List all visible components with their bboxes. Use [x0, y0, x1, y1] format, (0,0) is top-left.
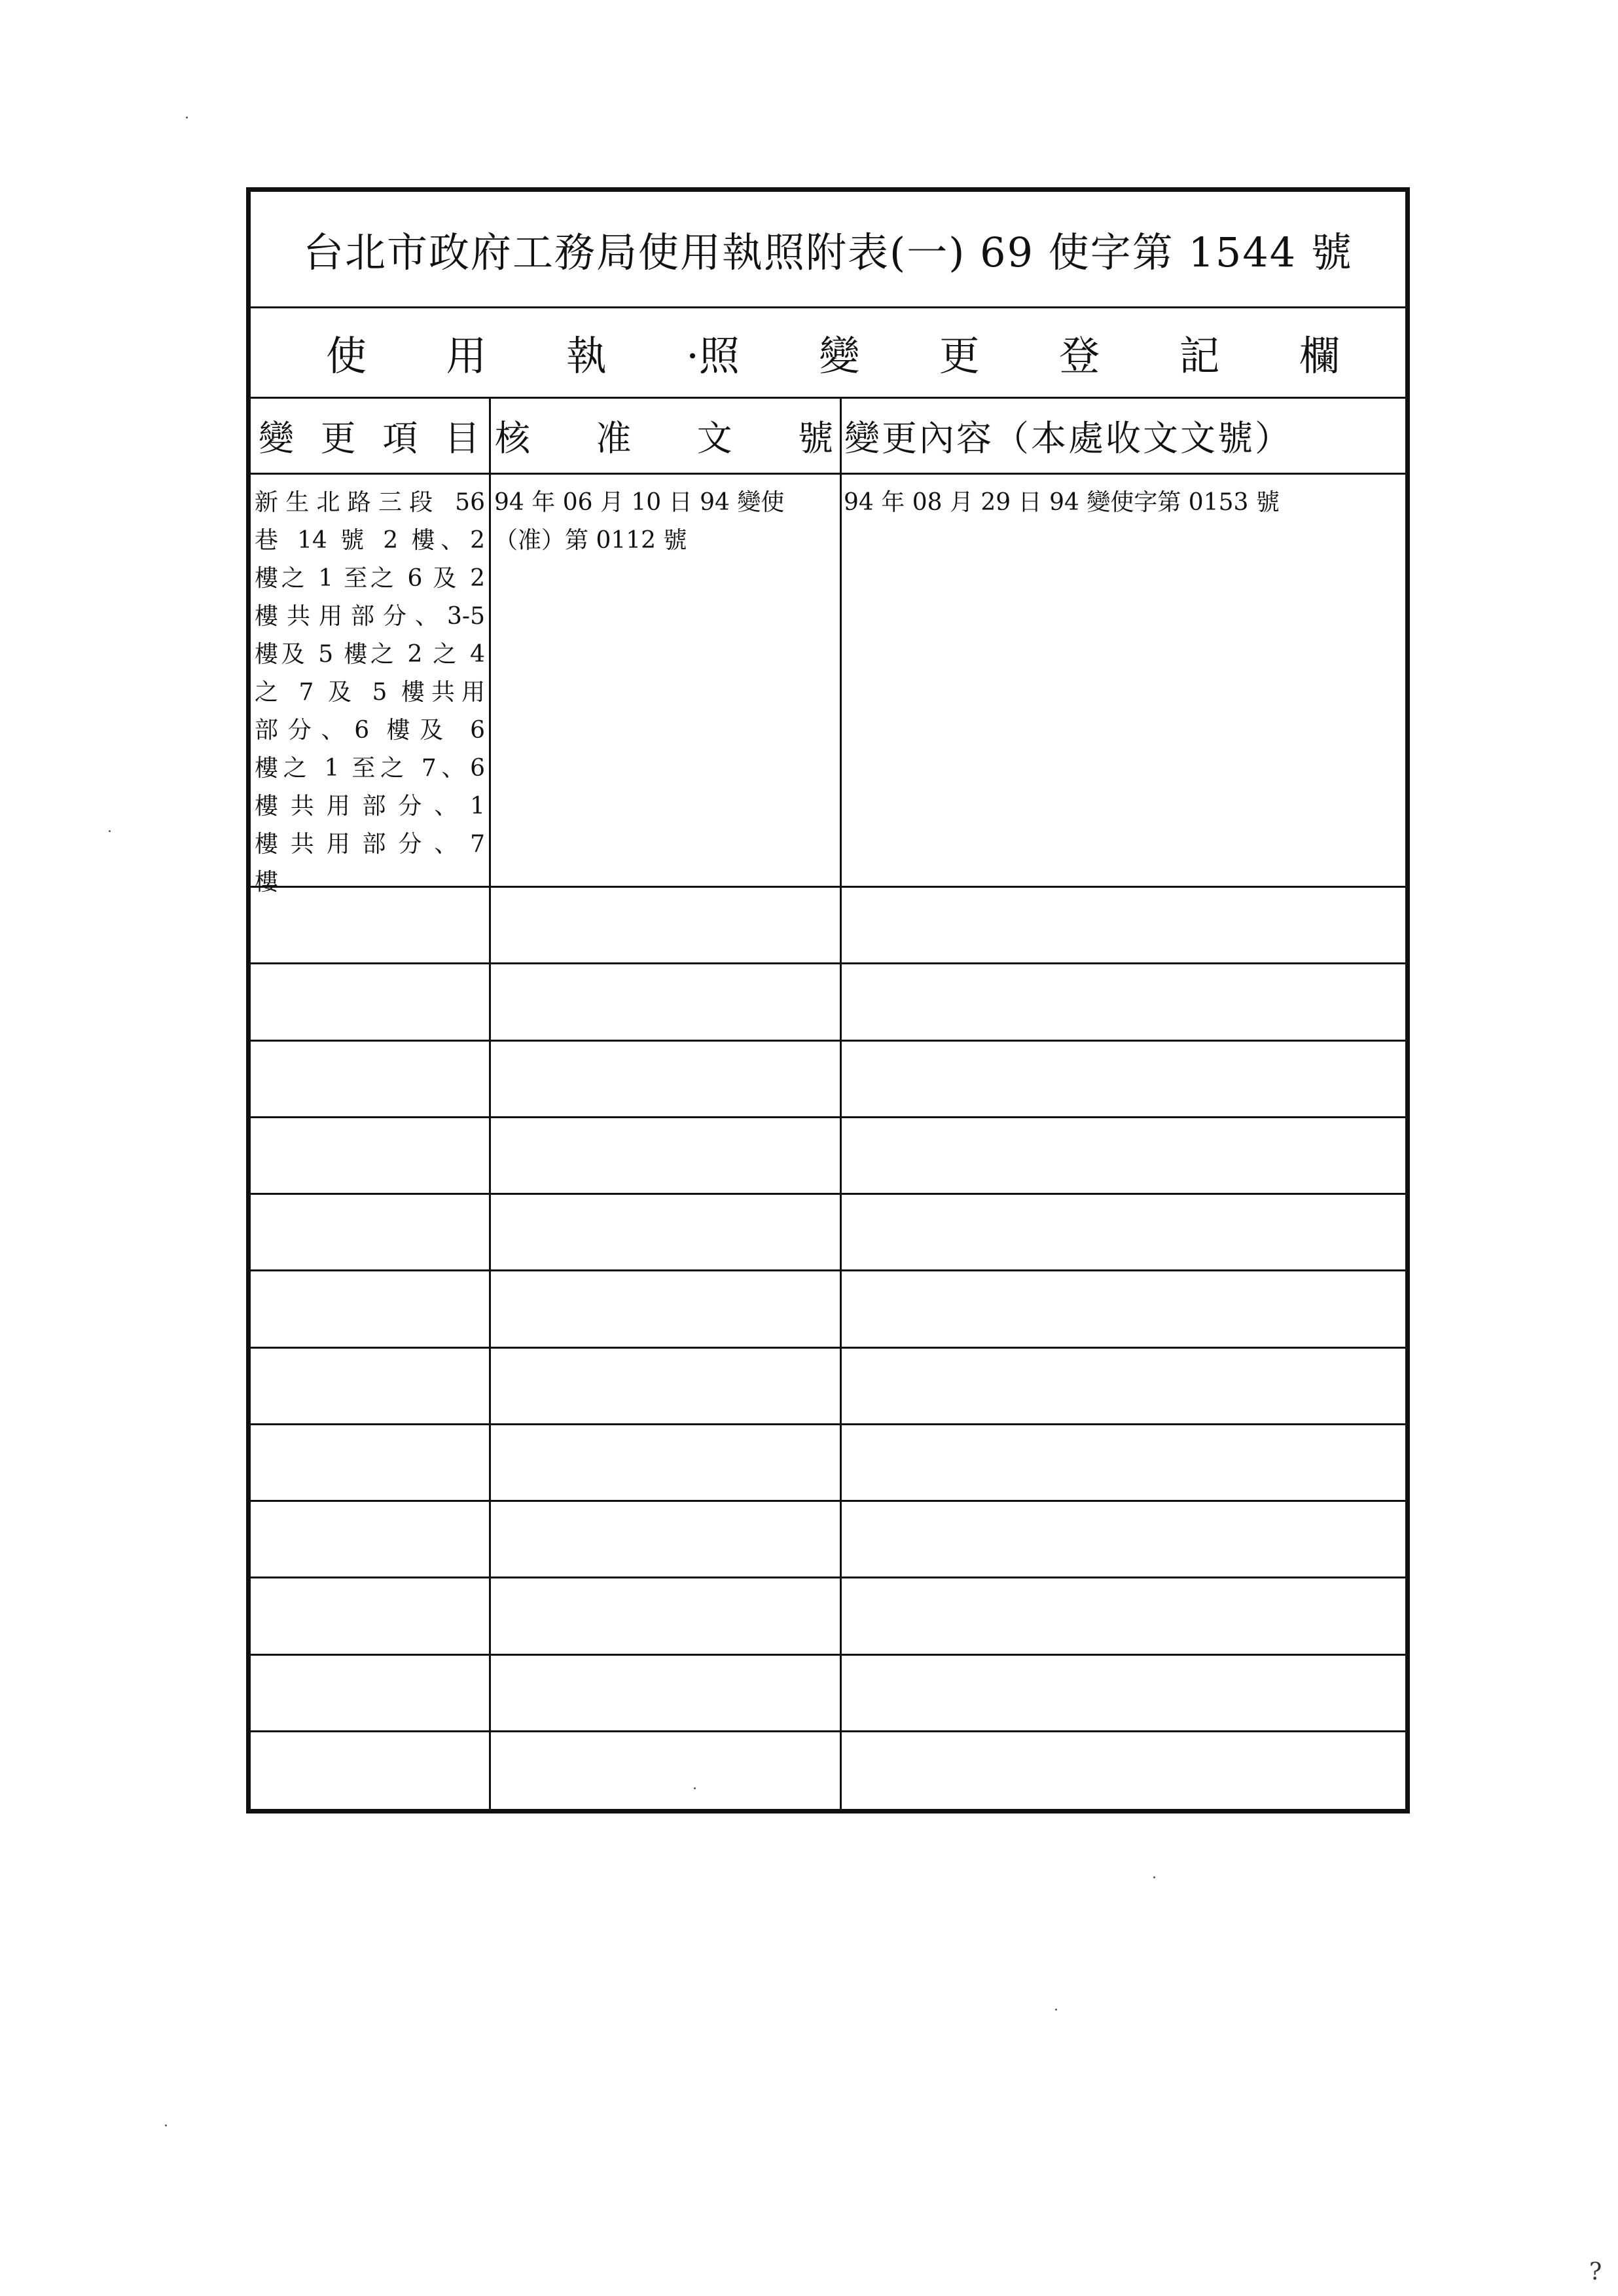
- entry-approval-number: [494, 475, 837, 560]
- register-title-char: 使: [326, 332, 367, 380]
- item-line: 巷 14 號 2 樓、2: [255, 527, 485, 554]
- register-section-title: [251, 308, 1405, 399]
- approval-line: （准）第 0112 號: [494, 527, 687, 554]
- register-title-char: 更: [939, 332, 980, 380]
- register-title-char: ·照: [686, 332, 740, 380]
- item-line: 樓共用部分、3-5: [255, 603, 485, 630]
- item-line: 樓及 5 樓之 2 之 4: [255, 641, 485, 668]
- item-line: 部分、6 樓及 6: [255, 717, 485, 744]
- header-char: 變: [259, 418, 294, 459]
- table-row: [251, 1349, 1405, 1425]
- item-line: 新生北路三段 56: [255, 489, 485, 516]
- header-approval-number: [491, 399, 840, 473]
- scan-speck: [1153, 1876, 1155, 1878]
- header-char: 項: [382, 418, 418, 459]
- register-title-char: 登: [1059, 332, 1100, 380]
- scan-speck: [165, 2124, 167, 2126]
- item-line: 樓之 1 至之 6 及 2: [255, 565, 485, 592]
- entry-change-item: [255, 475, 485, 902]
- table-row: [251, 1118, 1405, 1195]
- scan-speck: [109, 830, 111, 832]
- item-line: 樓之 1 至之 7、6: [255, 755, 485, 782]
- header-char: 號: [797, 418, 833, 459]
- header-char: 更: [320, 418, 356, 459]
- header-change-item: [251, 399, 489, 473]
- header-change-content: 變更內容（本處收文文號）: [844, 418, 1292, 459]
- table-row: [251, 964, 1405, 1041]
- register-title-char: 用: [446, 332, 487, 380]
- table-row: [251, 475, 1405, 896]
- table-row: [251, 888, 1405, 964]
- register-title-char: 執: [566, 332, 607, 380]
- register-title-char: 欄: [1299, 332, 1340, 380]
- approval-line: 94 年 06 月 10 日 94 變使: [494, 489, 785, 516]
- header-char: 文: [696, 418, 732, 459]
- table-row: [251, 1271, 1405, 1348]
- scan-speck: [186, 117, 188, 118]
- table-row: [251, 1656, 1405, 1732]
- table-row: [251, 1195, 1405, 1271]
- register-title-char: 記: [1179, 332, 1220, 380]
- form-title: 台北市政府工務局使用執照附表(一) 69 使字第 1544 號: [251, 192, 1405, 308]
- item-line: 樓: [255, 869, 279, 896]
- header-char: 核: [495, 418, 530, 459]
- table-row: [251, 1732, 1405, 1809]
- scan-speck: [694, 1787, 696, 1789]
- scan-speck: [1055, 2009, 1057, 2011]
- item-line: 之 7 及 5 樓共用: [255, 679, 485, 706]
- table-header-row: [251, 399, 1405, 475]
- table-row: [251, 1042, 1405, 1118]
- header-char: 目: [444, 418, 480, 459]
- column-divider: [489, 399, 491, 1809]
- register-title-char: 變: [819, 332, 860, 380]
- corner-mark: ?: [1589, 2259, 1602, 2286]
- column-divider: [840, 399, 842, 1809]
- table-row: [251, 1502, 1405, 1578]
- usage-license-change-form: [246, 187, 1410, 1813]
- entry-change-content: 94 年 08 月 29 日 94 變使字第 0153 號: [844, 489, 1280, 516]
- header-char: 准: [596, 418, 632, 459]
- table-row: [251, 1425, 1405, 1502]
- item-line: 樓共用部分、1: [255, 793, 485, 820]
- item-line: 樓共用部分、7: [255, 831, 485, 858]
- table-row: [251, 1578, 1405, 1655]
